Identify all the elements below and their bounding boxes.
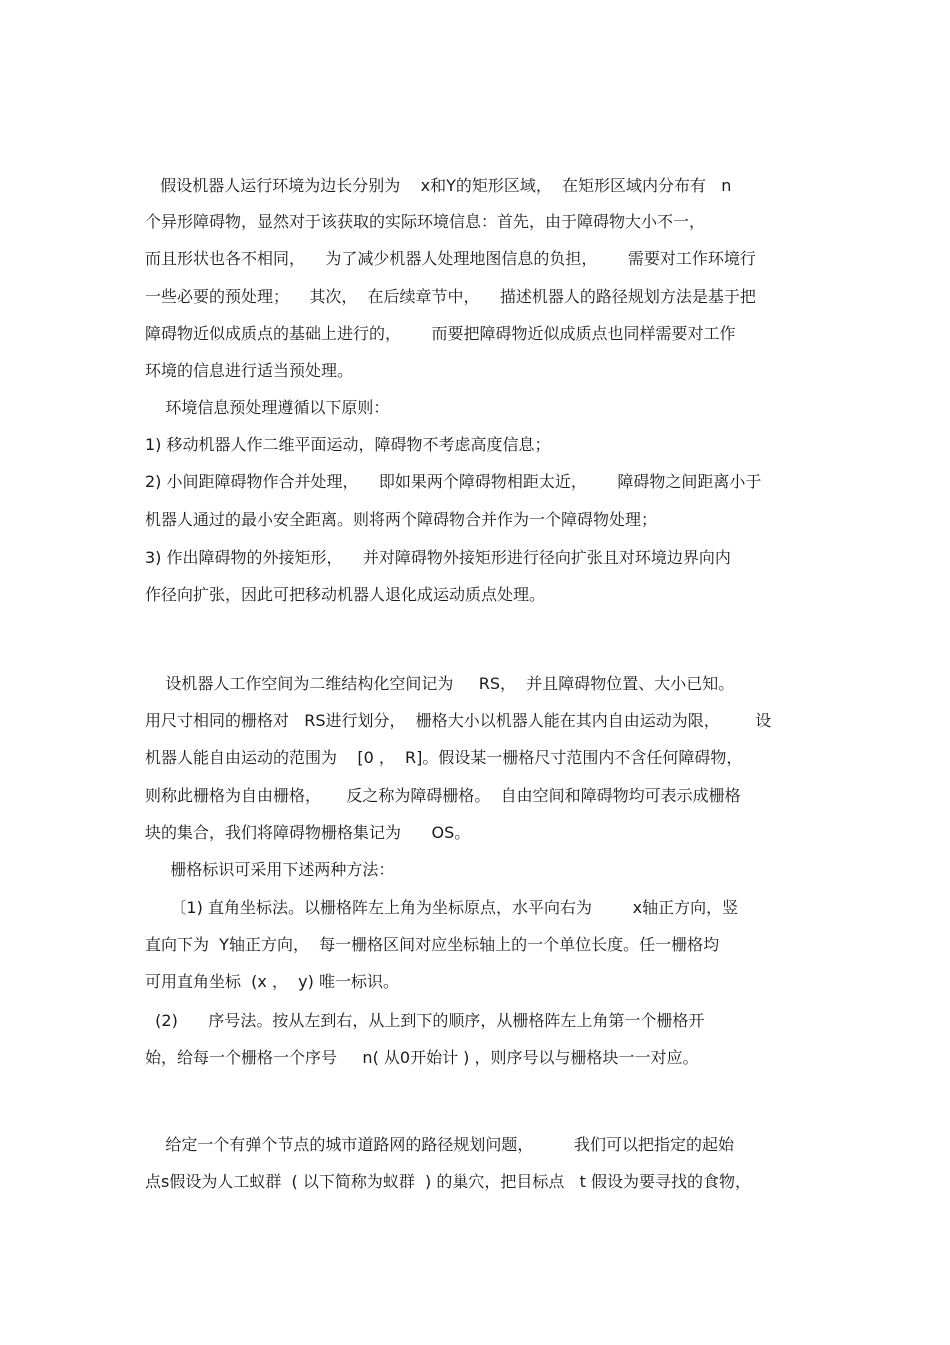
text-line: 〔1) 直角坐标法。以栅格阵左上角为坐标原点，水平向右为 x轴正方向，竖	[145, 898, 739, 917]
text-line: 障碍物近似成质点的基础上进行的， 而要把障碍物近似成质点也同样需要对工作	[145, 324, 736, 343]
text-line: 而且形状也各不相同， 为了减少机器人处理地图信息的负担， 需要对工作环境行	[145, 249, 756, 268]
text-line: 可用直角坐标 (x ， y) 唯一标识。	[145, 972, 399, 991]
text-line: 直向下为 Y轴正方向， 每一栅格区间对应坐标轴上的一个单位长度。任一栅格均	[145, 935, 720, 954]
text-line: 点s假设为人工蚁群 ( 以下简称为蚁群 ) 的巢穴，把目标点 t 假设为要寻找的食物，	[145, 1172, 751, 1191]
text-line: 环境的信息进行适当预处理。	[145, 361, 354, 380]
text-line: 设机器人工作空间为二维结构化空间记为 RS， 并且障碍物位置、大小已知。	[145, 674, 735, 693]
text-line: (2) 序号法。按从左到右，从上到下的顺序，从栅格阵左上角第一个栅格开	[145, 1011, 705, 1030]
text-line: 块的集合，我们将障碍物栅格集记为 OS。	[145, 823, 471, 842]
text-line: 个异形障碍物，显然对于该获取的实际环境信息：首先，由于障碍物大小不一，	[145, 212, 706, 231]
text-line: 始，给每一个栅格一个序号 n( 从0开始计 ) ，则序号以与栅格块一一对应。	[145, 1048, 699, 1067]
text-line: 3) 作出障碍物的外接矩形， 并对障碍物外接矩形进行径向扩张且对环境边界向内	[145, 548, 731, 567]
text-line: 作径向扩张，因此可把移动机器人退化成运动质点处理。	[145, 585, 546, 604]
text-line: 一些必要的预处理； 其次， 在后续章节中， 描述机器人的路径规划方法是基于把	[145, 287, 756, 306]
text-line: 1) 移动机器人作二维平面运动，障碍物不考虑高度信息；	[145, 435, 551, 454]
text-line: 环境信息预处理遵循以下原则：	[145, 398, 390, 417]
text-line: 用尺寸相同的栅格对 RS进行划分， 栅格大小以机器人能在其内自由运动为限， 设	[145, 711, 772, 730]
text-line: 机器人能自由运动的范围为 [0 ， R]。假设某一栅格尺寸范围内不含任何障碍物，	[145, 748, 743, 767]
text-line: 栅格标识可采用下述两种方法：	[145, 860, 395, 879]
text-line: 给定一个有弹个节点的城市道路网的路径规划问题， 我们可以把指定的起始	[145, 1135, 735, 1154]
text-line: 机器人通过的最小安全距离。则将两个障碍物合并作为一个障碍物处理；	[145, 510, 658, 529]
text-line: 假设机器人运行环境为边长分别为 x和Y的矩形区域， 在矩形区域内分布有 n	[145, 176, 732, 195]
text-line: 2) 小间距障碍物作合并处理， 即如果两个障碍物相距太近， 障碍物之间距离小于	[145, 472, 762, 491]
text-line: 则称此栅格为自由栅格， 反之称为障碍栅格。 自由空间和障碍物均可表示成栅格	[145, 786, 741, 805]
